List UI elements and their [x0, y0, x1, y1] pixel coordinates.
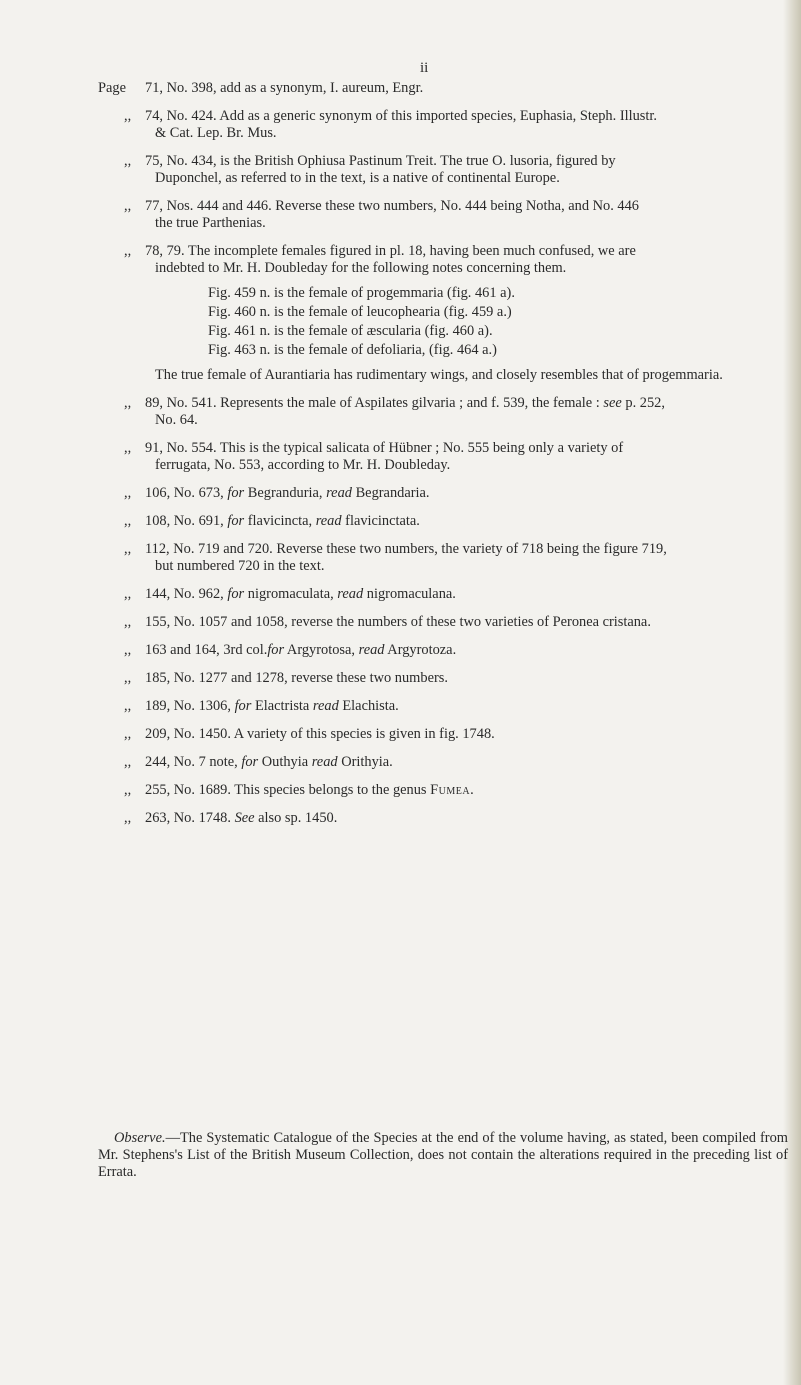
errata-entry [98, 586, 788, 603]
entry-text: 112, No. 719 and 720. Reverse these two numbers, the variety of 718 being the figure 719, [145, 541, 667, 557]
ditto-mark: ,, [124, 198, 132, 214]
ditto-mark: ,, [124, 395, 132, 411]
ditto-mark: ,, [124, 670, 132, 686]
entry-continuation: indebted to Mr. H. Doubleday for the following notes concerning them. [155, 260, 567, 276]
for-word: for [227, 586, 245, 602]
page-label: Page [98, 80, 126, 96]
for-word: for [227, 485, 245, 501]
entry-ref: 163 and 164, 3rd col. [145, 642, 268, 658]
entry-text: 155, No. 1057 and 1058, reverse the numbers of these two varieties of Peronea cristana. [145, 614, 651, 630]
entry-text-after: also sp. 1450. [258, 810, 338, 826]
ditto-mark: ,, [124, 754, 132, 770]
correct-name: flavicinctata. [345, 513, 420, 529]
entry-text: 77, Nos. 444 and 446. Reverse these two numbers, No. 444 being Notha, and No. 446 [145, 198, 640, 214]
figure-note: Fig. 459 n. is the female of progemmaria (fig. 461 a). [208, 285, 515, 301]
entry-text: 75, No. 434, is the British Ophiusa Pastinum Treit. The true O. lusoria, figured by [145, 153, 616, 169]
entry-text-after: p. 252, [625, 395, 665, 411]
entry-text: 91, No. 554. This is the typical salicata of Hübner ; No. 555 being only a variety of [145, 440, 624, 456]
read-word: read [337, 586, 364, 602]
entry-continuation: & Cat. Lep. Br. Mus. [155, 125, 277, 141]
for-word: for [227, 513, 245, 529]
ditto-mark: ,, [124, 513, 132, 529]
entry-continuation: but numbered 720 in the text. [155, 558, 325, 574]
errata-entry [98, 726, 788, 743]
errata-entry [98, 754, 788, 771]
entry-text: 185, No. 1277 and 1278, reverse these two numbers. [145, 670, 448, 686]
errata-entry [98, 198, 788, 232]
figure-note: Fig. 460 n. is the female of leucophearia (fig. 459 a.) [208, 304, 512, 320]
entry-continuation: Duponchel, as referred to in the text, is a native of continental Europe. [155, 170, 560, 186]
errata-entry [98, 153, 788, 187]
entry-ref: 189, No. 1306, [145, 698, 231, 714]
errata-entry [98, 485, 788, 502]
entry-ref: 144, No. 962, [145, 586, 224, 602]
wrong-name: Begranduria, [247, 485, 323, 501]
errata-list [98, 80, 788, 838]
ditto-mark: ,, [124, 586, 132, 602]
errata-entry [98, 698, 788, 715]
figure-note: Fig. 461 n. is the female of æscularia (fig. 460 a). [208, 323, 493, 339]
errata-entry [98, 782, 788, 799]
wrong-name: Elactrista [254, 698, 310, 714]
observe-label: Observe. [114, 1130, 166, 1146]
ditto-mark: ,, [124, 243, 132, 259]
ditto-mark: ,, [124, 782, 132, 798]
errata-entry [98, 440, 788, 474]
correct-name: Orithyia. [341, 754, 393, 770]
entry-text: 74, No. 424. Add as a generic synonym of this imported species, Euphasia, Steph. Illustr. [145, 108, 657, 124]
see-word: see [603, 395, 622, 411]
see-word: See [234, 810, 255, 826]
entry-text: 78, 79. The incomplete females figured in pl. 18, having been much confused, we are [145, 243, 636, 259]
observe-text: —The Systematic Catalogue of the Species at the end of the volume having, as stated, been compiled from Mr. Stephens's List of the British Museum Collection, does not contain the alterations required in the preceding list of Errata. [98, 1130, 788, 1180]
ditto-mark: ,, [124, 541, 132, 557]
ditto-mark: ,, [124, 440, 132, 456]
figure-note: Fig. 463 n. is the female of defoliaria, (fig. 464 a.) [208, 342, 497, 358]
ditto-mark: ,, [124, 485, 132, 501]
errata-entry [98, 670, 788, 687]
correct-name: Begrandaria. [355, 485, 430, 501]
entry-ref: 263, No. 1748. [145, 810, 231, 826]
figure-summary: The true female of Aurantiaria has rudimentary wings, and closely resembles that of progemmaria. [155, 367, 723, 383]
errata-entry [98, 243, 788, 384]
errata-entry [98, 642, 788, 659]
ditto-mark: ,, [124, 108, 132, 124]
entry-text: 89, No. 541. Represents the male of Aspilates gilvaria ; and f. 539, the female : [145, 395, 600, 411]
correct-name: Elachista. [342, 698, 399, 714]
entry-continuation: the true Parthenias. [155, 215, 266, 231]
entry-text: 71, No. 398, add as a synonym, I. aureum, Engr. [145, 80, 424, 96]
figure-notes [145, 285, 788, 359]
correct-name: Argyrotoza. [387, 642, 457, 658]
entry-text: 209, No. 1450. A variety of this species is given in fig. 1748. [145, 726, 495, 742]
read-word: read [326, 485, 352, 501]
wrong-name: nigromaculata, [247, 586, 334, 602]
for-word: for [267, 642, 285, 658]
entry-continuation: No. 64. [155, 412, 198, 428]
wrong-name: Argyrotosa, [286, 642, 356, 658]
ditto-mark: ,, [124, 614, 132, 630]
entry-text: 255, No. 1689. This species belongs to the genus [145, 782, 427, 798]
for-word: for [234, 698, 252, 714]
ditto-mark: ,, [124, 698, 132, 714]
genus-name: Fumea. [430, 782, 475, 798]
ditto-mark: ,, [124, 642, 132, 658]
wrong-name: flavicincta, [247, 513, 313, 529]
wrong-name: Outhyia [261, 754, 309, 770]
ditto-mark: ,, [124, 810, 132, 826]
read-word: read [311, 754, 338, 770]
read-word: read [358, 642, 385, 658]
errata-entry [98, 513, 788, 530]
errata-entry [98, 80, 788, 97]
entry-ref: 244, No. 7 note, [145, 754, 238, 770]
correct-name: nigromaculana. [366, 586, 456, 602]
errata-entry [98, 108, 788, 142]
entry-continuation: ferrugata, No. 553, according to Mr. H. Doubleday. [155, 457, 451, 473]
errata-entry [98, 395, 788, 429]
page-number: ii [420, 60, 429, 76]
read-word: read [315, 513, 342, 529]
for-word: for [241, 754, 259, 770]
read-word: read [312, 698, 339, 714]
entry-ref: 108, No. 691, [145, 513, 224, 529]
ditto-mark: ,, [124, 726, 132, 742]
errata-entry [98, 541, 788, 575]
ditto-mark: ,, [124, 153, 132, 169]
entry-ref: 106, No. 673, [145, 485, 224, 501]
errata-entry [98, 614, 788, 631]
errata-entry [98, 810, 788, 827]
observe-paragraph [98, 1130, 788, 1181]
